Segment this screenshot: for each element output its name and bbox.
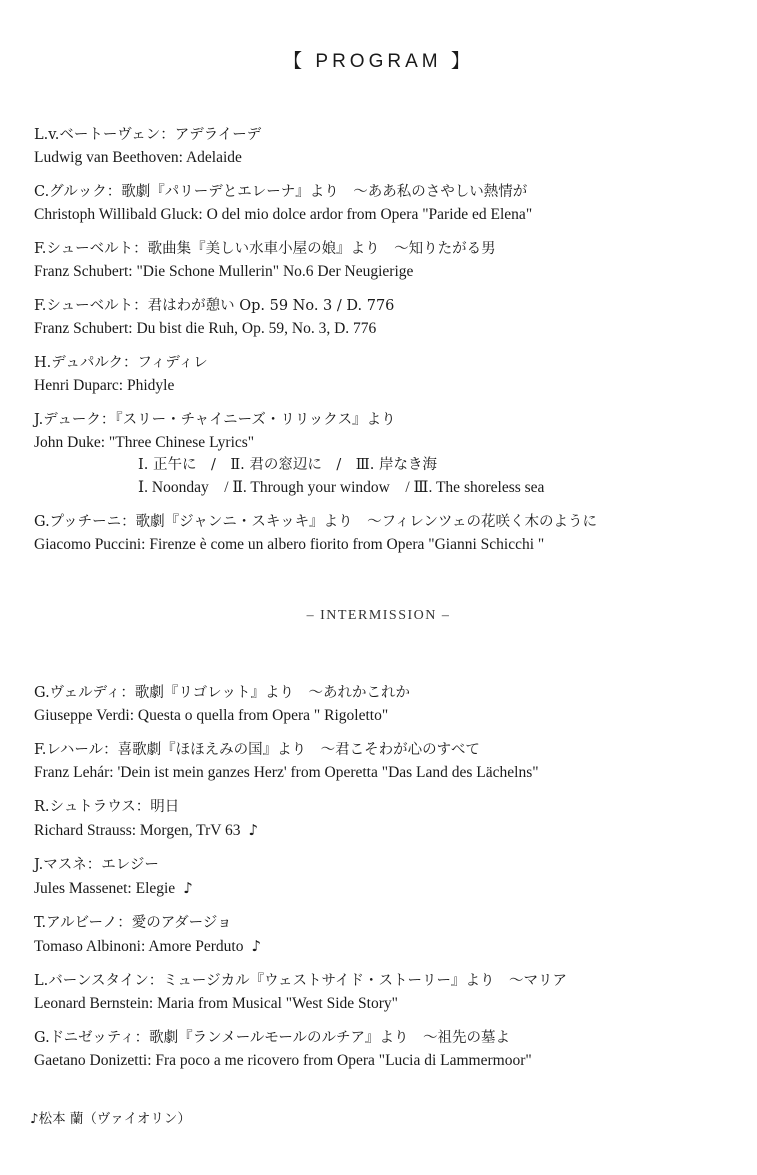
piece-title-en: Franz Schubert: "Die Schone Mullerin" No.6 Der Neugierige <box>34 262 414 280</box>
piece-title-en: Henri Duparc: Phidyle <box>34 376 175 394</box>
piece-title-jp: F.シューベルト：歌曲集『美しい水車小屋の娘』より ～知りたがる男 <box>34 241 496 257</box>
program-item-strauss <box>34 796 734 842</box>
piece-title-jp: R.シュトラウス：明日 <box>34 799 180 815</box>
program-item-albinoni <box>34 912 734 958</box>
piece-title-en-row <box>34 877 734 901</box>
music-note-icon: ♪ <box>183 878 193 897</box>
piece-title-jp: F.シューベルト：君はわが憩い Op. 59 No. 3 / D. 776 <box>34 298 395 314</box>
program-item-puccini <box>34 511 734 556</box>
program-item-beethoven <box>34 124 734 169</box>
page-title: 【 PROGRAM 】 <box>283 51 474 72</box>
program-item-donizetti <box>34 1027 734 1072</box>
piece-title-en: Ludwig van Beethoven: Adelaide <box>34 148 242 166</box>
piece-title-jp: F.レハール：喜歌劇『ほほえみの国』より ～君こそわが心のすべて <box>34 742 480 758</box>
movement-list-en: Ⅰ. Noonday / Ⅱ. Through your window / Ⅲ. The shoreless sea <box>138 478 545 496</box>
piece-title-jp: L.バーンスタイン：ミュージカル『ウェストサイド・ストーリー』より ～マリア <box>34 973 568 989</box>
piece-title-en: Franz Schubert: Du bist die Ruh, Op. 59, No. 3, D. 776 <box>34 319 377 337</box>
piece-title-jp: T.アルビーノ：愛のアダージョ <box>34 915 232 931</box>
piece-title-jp: L.v.ベートーヴェン：アデライーデ <box>34 127 262 143</box>
program-item-massenet <box>34 854 734 900</box>
piece-title-en: Franz Lehár: 'Dein ist mein ganzes Herz' from Operetta "Das Land des Lächelns" <box>34 763 539 781</box>
piece-title-jp: G.ヴェルディ：歌劇『リゴレット』より ～あれかこれか <box>34 685 410 701</box>
footnote <box>30 1107 191 1127</box>
piece-title-en-row <box>34 935 734 959</box>
piece-title-en: Leonard Bernstein: Maria from Musical "West Side Story" <box>34 994 398 1012</box>
program-item-gluck <box>34 181 734 226</box>
piece-title-en: Richard Strauss: Morgen, TrV 63 <box>34 821 241 839</box>
piece-title-jp: J.マスネ：エレジー <box>34 857 159 873</box>
piece-title-jp: G.ドニゼッティ：歌劇『ランメールモールのルチア』より ～祖先の墓よ <box>34 1030 511 1046</box>
program-second-half <box>34 682 734 1084</box>
footnote-text: 松本 蘭（ヴァイオリン） <box>38 1111 191 1127</box>
piece-title-en: John Duke: "Three Chinese Lyrics" <box>34 433 255 451</box>
program-item-verdi <box>34 682 734 727</box>
piece-title-en: Gaetano Donizetti: Fra poco a me ricovero from Opera "Lucia di Lammermoor" <box>34 1051 532 1069</box>
program-item-bernstein <box>34 970 734 1015</box>
piece-title-jp: C.グルック：歌劇『パリーデとエレーナ』より ～ああ私のさやしい熱情が <box>34 184 528 200</box>
piece-title-jp: G.プッチーニ：歌劇『ジャンニ・スキッキ』より ～フィレンツェの花咲く木のように <box>34 514 597 530</box>
piece-title-en: Jules Massenet: Elegie <box>34 879 176 897</box>
program-item-lehar <box>34 739 734 784</box>
music-note-icon: ♪ <box>30 1111 39 1127</box>
piece-title-jp: H.デュパルク：フィディレ <box>34 355 208 371</box>
piece-title-jp: J.デューク：『スリー・チャイニーズ・リリックス』より <box>34 412 396 428</box>
program-item-schubert-2 <box>34 295 734 340</box>
music-note-icon: ♪ <box>251 936 262 955</box>
movement-list-jp: Ⅰ. 正午に / Ⅱ. 君の窓辺に / Ⅲ. 岸なき海 <box>138 457 437 473</box>
piece-title-en-row <box>34 819 734 843</box>
piece-title-en: Giuseppe Verdi: Questa o quella from Opera " Rigoletto" <box>34 706 389 724</box>
intermission-label: – INTERMISSION – <box>306 608 451 623</box>
program-item-duparc <box>34 352 734 397</box>
music-note-icon: ♪ <box>248 820 259 839</box>
piece-title-en: Christoph Willibald Gluck: O del mio dolce ardor from Opera "Paride ed Elena" <box>34 205 533 223</box>
piece-title-en: Tomaso Albinoni: Amore Perduto <box>34 937 244 955</box>
piece-title-en: Giacomo Puccini: Firenze è come un albero fiorito from Opera "Gianni Schicchi " <box>34 535 545 553</box>
program-first-half <box>34 124 734 568</box>
program-item-duke <box>34 409 734 499</box>
program-item-schubert-1 <box>34 238 734 283</box>
